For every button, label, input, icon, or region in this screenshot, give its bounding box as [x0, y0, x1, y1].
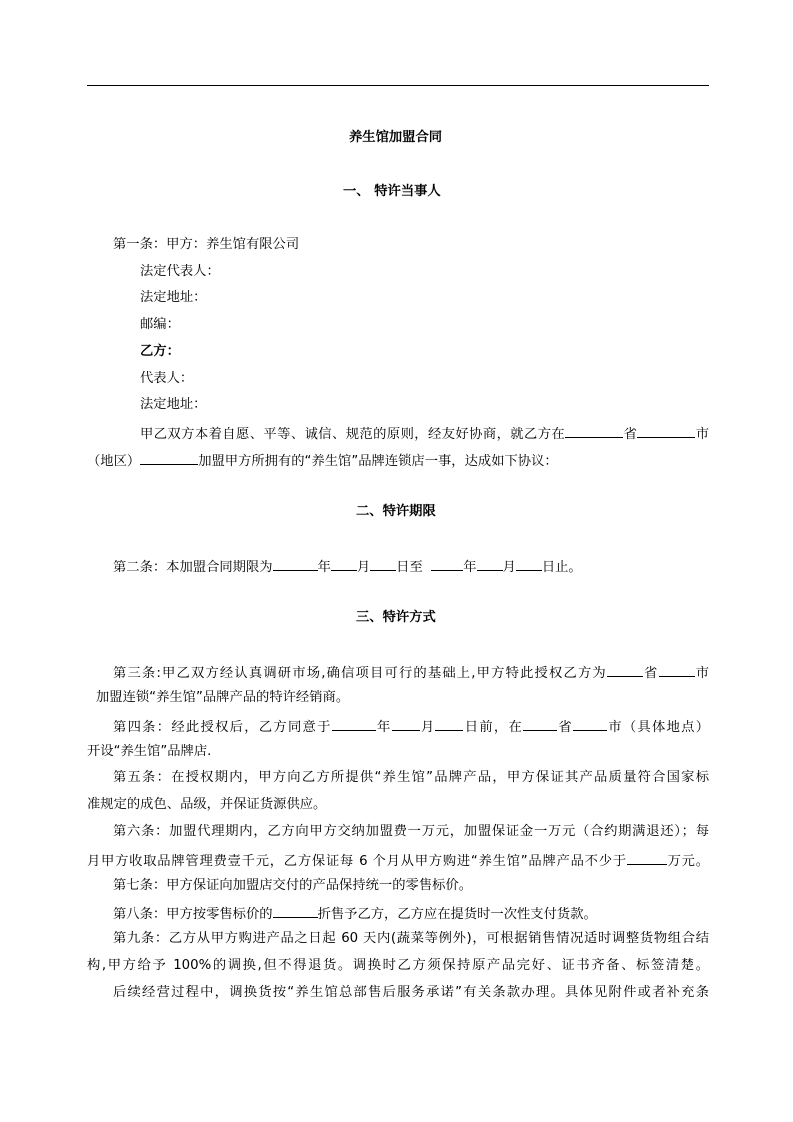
- city-label: 市（具体地点）: [606, 720, 710, 735]
- header-rule: [87, 85, 709, 86]
- party-a-postcode: 邮编：: [140, 317, 180, 332]
- article-6-line-2: [87, 850, 709, 871]
- article-9-line-2: 构,甲方给予 100%的调换,但不得退货。调换时乙方须保持原产品完好、证书齐备、标签清楚。: [87, 958, 709, 973]
- city-label: 市: [694, 666, 709, 681]
- blank-field: [607, 662, 643, 677]
- section-heading-2: 二、特许期限: [356, 504, 436, 519]
- blank-field: [431, 556, 463, 571]
- agreement-line-1: [87, 423, 709, 444]
- article-2: [113, 556, 582, 577]
- day-end-label: 日止。: [541, 560, 582, 575]
- blank-field: [477, 556, 503, 571]
- blank-field: [435, 716, 463, 731]
- party-b-representative: 代表人：: [140, 371, 194, 386]
- party-b-label: 乙方：: [140, 344, 180, 359]
- agreement-line-2: [87, 450, 558, 471]
- article-text: 折售予乙方，乙方应在提货时一次性支付货款。: [317, 907, 597, 922]
- article-3-line-1: [87, 662, 709, 683]
- agreement-text: 甲乙双方本着自愿、平等、诚信、规范的原则，经友好协商，就乙方在: [140, 427, 566, 442]
- year-label: 年: [375, 720, 392, 735]
- agreement-city: 市: [695, 427, 710, 442]
- province-label: 省: [642, 666, 659, 681]
- article-text: 第二条：本加盟合同期限为: [113, 560, 273, 575]
- article-text: 月甲方收取品牌管理费壹千元，乙方保证每 6 个月从甲方购进“养生馆”品牌产品不少于: [87, 854, 627, 869]
- agreement-province: 省: [623, 427, 638, 442]
- amount-unit: 万元。: [666, 854, 710, 869]
- party-a-representative: 法定代表人：: [140, 264, 220, 279]
- year-label: 年: [463, 560, 477, 575]
- article-5-line-1: 第五条：在授权期内，甲方向乙方所提供“养生馆”品牌产品，甲方保证其产品质量符合国家标: [113, 770, 709, 785]
- party-a-address: 法定地址：: [140, 290, 207, 305]
- blank-field: [370, 556, 396, 571]
- blank-field: [332, 716, 376, 731]
- agreement-text: 加盟甲方所拥有的“养生馆”品牌连锁店一事，达成如下协议：: [198, 454, 558, 469]
- blank-field: [637, 423, 695, 438]
- article-4-line-2: 开设“养生馆”品牌店.: [87, 744, 212, 759]
- blank-field: [140, 450, 198, 465]
- blank-field: [273, 556, 318, 571]
- blank-field: [331, 556, 357, 571]
- year-label: 年: [317, 560, 331, 575]
- blank-field: [659, 662, 695, 677]
- follow-up-clause: 后续经营过程中，调换货按“养生馆总部售后服务承诺”有关条款办理。具体见附件或者补充条: [113, 985, 709, 1000]
- article-text: 第四条：经此授权后，乙方同意于: [113, 720, 332, 735]
- blank-field: [627, 850, 667, 865]
- blank-field: [523, 716, 557, 731]
- article-4-line-1: [87, 716, 709, 737]
- section-heading-1: 一、 特许当事人: [343, 184, 441, 199]
- party-a-line: 第一条：甲方：养生馆有限公司: [113, 237, 300, 252]
- month-label: 月: [502, 560, 516, 575]
- section-heading-3: 三、特许方式: [356, 610, 436, 625]
- article-text: 第三条:甲乙双方经认真调研市场,确信项目可行的基础上,甲方特此授权乙方为: [113, 666, 607, 681]
- article-9-line-1: 第九条：乙方从甲方购进产品之日起 60 天内(蔬菜等例外)，可根据销售情况适时调整货物组合结: [113, 931, 709, 946]
- province-label: 省: [557, 720, 573, 735]
- month-label: 月: [419, 720, 436, 735]
- blank-field: [573, 716, 607, 731]
- party-b-address: 法定地址：: [140, 397, 207, 412]
- month-label: 月: [356, 560, 371, 575]
- article-7: 第七条：甲方保证向加盟店交付的产品保持统一的零售标价。: [113, 878, 473, 893]
- blank-field: [392, 716, 420, 731]
- agreement-region: （地区）: [87, 454, 141, 469]
- day-to-label: 日至: [396, 560, 423, 575]
- article-text: 第八条：甲方按零售标价的: [113, 907, 273, 922]
- blank-field: [516, 556, 542, 571]
- document-title: 养生馆加盟合同: [349, 130, 443, 145]
- article-6-line-1: 第六条：加盟代理期内，乙方向甲方交纳加盟费一万元，加盟保证金一万元（合约期满退还）；每: [113, 824, 709, 839]
- blank-field: [273, 903, 318, 918]
- blank-field: [565, 423, 623, 438]
- article-8: [113, 903, 597, 924]
- article-3-line-2: 加盟连锁“养生馆”品牌产品的特许经销商。: [96, 690, 350, 705]
- day-label: 日前，在: [463, 720, 524, 735]
- article-5-line-2: 准规定的成色、品级，并保证货源供应。: [87, 797, 327, 812]
